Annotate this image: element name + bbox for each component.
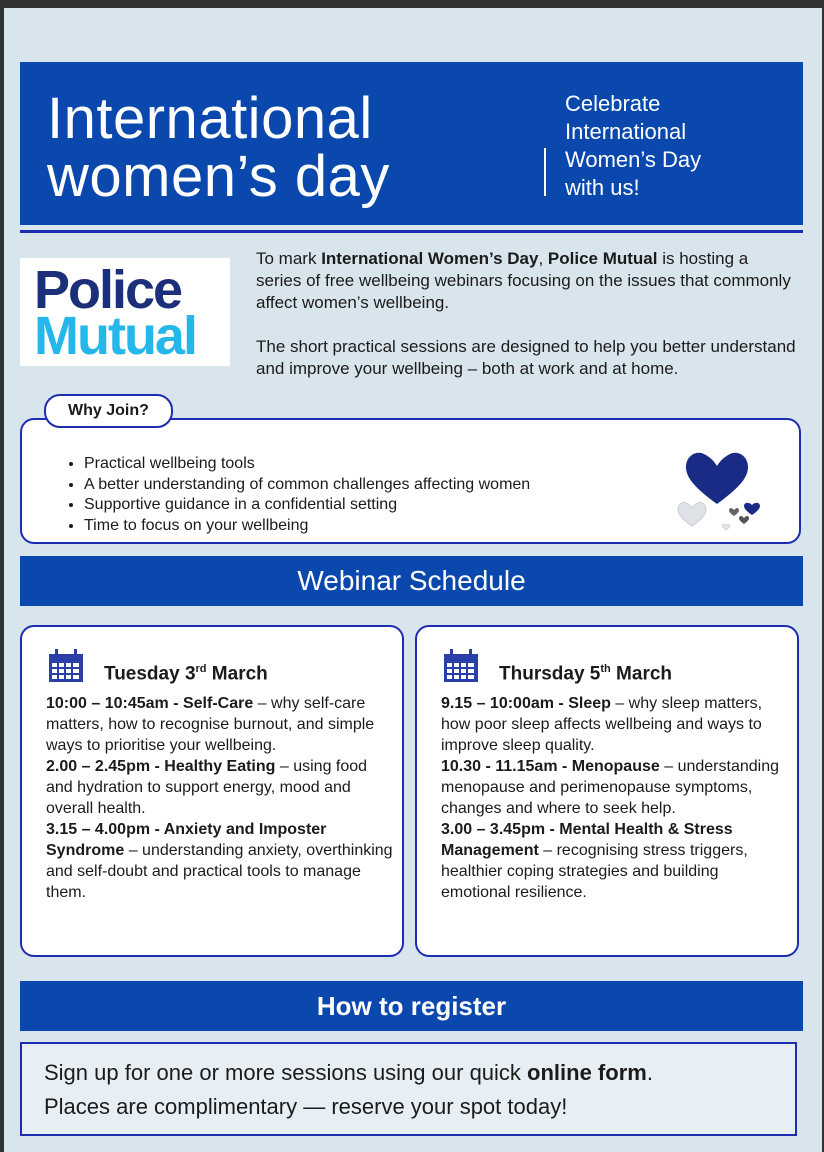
- list-item: • A better understanding of common challenges affecting women: [84, 475, 530, 496]
- session-item: [441, 756, 791, 819]
- intro-paragraph-2: The short practical sessions are designed to help you better understand and improve your wellbeing – both at work and at home.: [256, 337, 796, 378]
- schedule-card-tuesday: [20, 625, 404, 957]
- logo-word-police: Police: [34, 260, 182, 320]
- session-item: [46, 819, 396, 903]
- session-desc: – recognising stress triggers, healthier coping strategies and building emotional resilience.: [441, 842, 748, 901]
- session-desc: – using food and hydration to support energy, mood and overall health.: [46, 758, 368, 817]
- session-title: 2.00 – 2.45pm - Healthy Eating: [46, 758, 276, 775]
- calendar-icon: [443, 649, 479, 683]
- session-item: [441, 819, 791, 903]
- intro-text-c: ,: [538, 249, 548, 268]
- hearts-icon: [672, 442, 762, 532]
- calendar-icon: [48, 649, 84, 683]
- session-title: 10:00 – 10:45am - Self-Care: [46, 695, 254, 712]
- day-heading-thursday: [499, 657, 672, 686]
- hero-banner: [20, 62, 803, 225]
- flyer-page: [4, 8, 822, 1152]
- day-heading-tuesday: [104, 657, 268, 686]
- police-mutual-logo: [20, 258, 230, 366]
- session-title: 9.15 – 10:00am - Sleep: [441, 695, 611, 712]
- intro-text: [256, 248, 796, 402]
- session-desc: – why self-care matters, how to recognise burnout, and simple ways to prioritise your wellbeing.: [46, 695, 375, 754]
- why-join-list: [64, 454, 530, 536]
- session-item: [441, 693, 791, 756]
- subtitle-line-3: Women’s Day: [565, 147, 702, 172]
- register-line-2: Places are complimentary — reserve your spot today!: [44, 1094, 568, 1119]
- day-month: March: [206, 663, 268, 685]
- register-line-1: [44, 1056, 784, 1090]
- title-line-1: International: [47, 86, 373, 151]
- schedule-heading: Webinar Schedule: [20, 556, 803, 606]
- sessions-thursday: [441, 693, 791, 903]
- day-ordinal: th: [600, 663, 611, 675]
- sessions-tuesday: [46, 693, 396, 903]
- title-line-2: women’s day: [47, 144, 390, 209]
- session-title: 3.00 – 3.45pm - Mental Health & Stress Management: [441, 821, 733, 859]
- subtitle-line-1: Celebrate: [565, 91, 661, 116]
- header-subtitle: [565, 90, 785, 202]
- session-item: [46, 756, 396, 819]
- subtitle-line-4: with us!: [565, 175, 640, 200]
- intro-org-name: Police Mutual: [547, 249, 658, 268]
- subtitle-line-2: International: [565, 119, 687, 144]
- register-heading: How to register: [20, 981, 803, 1031]
- session-item: [46, 693, 396, 756]
- list-item: • Supportive guidance in a confidential setting: [84, 495, 530, 516]
- intro-text-e: is hosting a series of free wellbeing webinars focusing on the issues that commonly affect women’s wellbeing.: [256, 249, 791, 312]
- session-desc: – why sleep matters, how poor sleep affects wellbeing and ways to improve sleep quality.: [441, 695, 763, 754]
- page-title: [47, 86, 467, 209]
- why-join-title: Why Join?: [44, 394, 173, 428]
- day-label: Tuesday 3: [104, 663, 196, 685]
- intro-paragraph-1: [256, 248, 796, 314]
- session-title: 3.15 – 4.00pm - Anxiety and Imposter Syndrome: [46, 821, 327, 859]
- list-item: • Time to focus on your wellbeing: [84, 516, 530, 537]
- why-join-box: [20, 418, 801, 544]
- register-box: [20, 1042, 797, 1136]
- register-text-a: Sign up for one or more sessions using our quick: [44, 1060, 528, 1085]
- header-rule: [20, 230, 803, 233]
- schedule-card-thursday: [415, 625, 799, 957]
- session-desc: – understanding anxiety, overthinking and self-doubt and practical tools to manage them.: [46, 842, 393, 901]
- header-divider: [544, 148, 546, 196]
- register-text-c: .: [646, 1060, 653, 1085]
- day-month: March: [610, 663, 673, 685]
- intro-text-a: To mark: [256, 249, 322, 268]
- session-desc: – understanding menopause and perimenopause symptoms, changes and where to seek help.: [441, 758, 779, 817]
- day-ordinal: rd: [195, 663, 207, 675]
- register-text: [44, 1056, 784, 1124]
- logo-word-mutual: Mutual: [34, 306, 196, 366]
- day-label: Thursday 5: [499, 663, 601, 685]
- intro-event-name: International Women’s Day: [321, 249, 539, 268]
- online-form-link[interactable]: online form: [527, 1060, 647, 1085]
- list-item: • Practical wellbeing tools: [84, 454, 530, 475]
- session-title: 10.30 - 11.15am - Menopause: [441, 758, 660, 775]
